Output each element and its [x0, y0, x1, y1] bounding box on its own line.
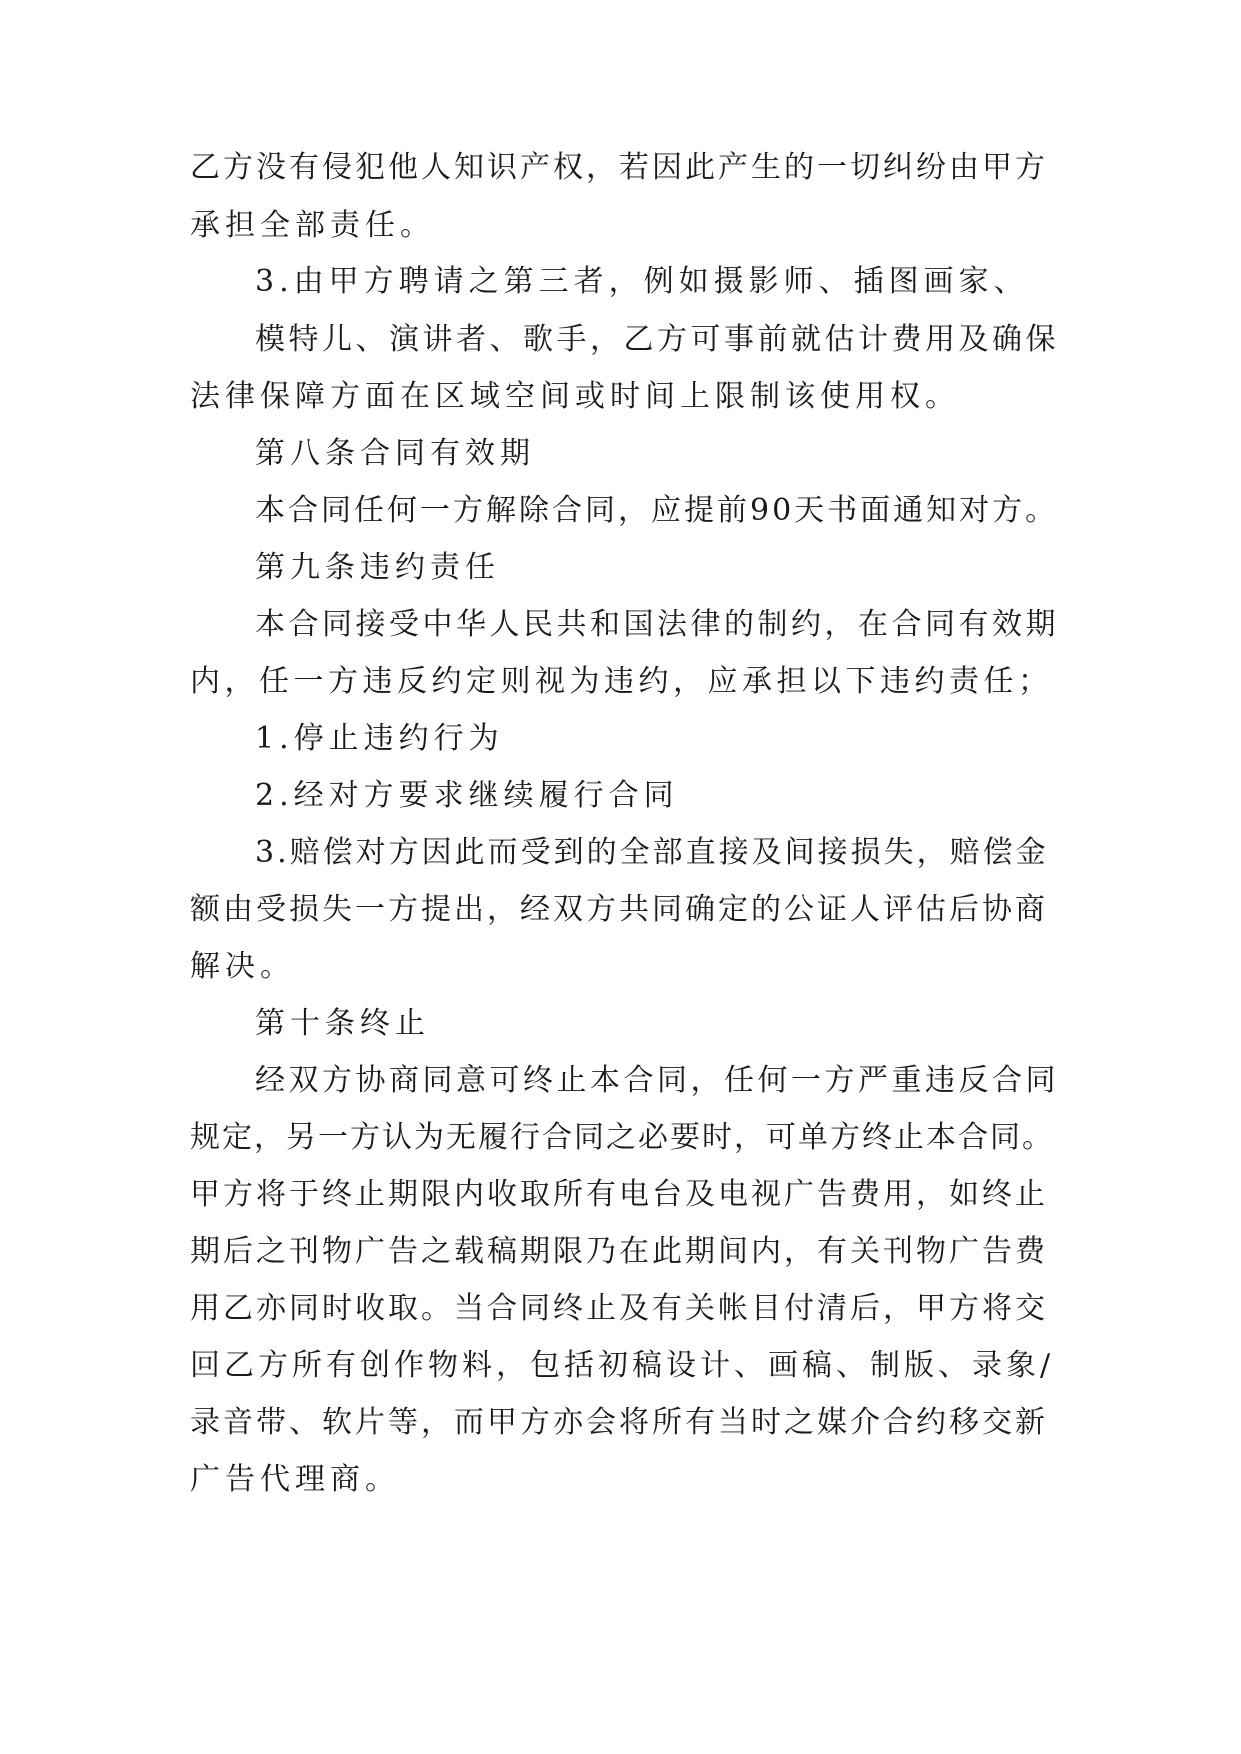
text-line: 广告代理商。	[190, 1462, 400, 1497]
text-line: 乙方没有侵犯他人知识产权，若因此产生的一切纠纷由甲方	[190, 150, 1048, 185]
text-line: 本合同接受中华人民共和国法律的制约，在合同有效期	[255, 607, 1059, 642]
text-line: 法律保障方面在区域空间或时间上限制该使用权。	[190, 379, 960, 414]
list-item: 3.赔偿对方因此而受到的全部直接及间接损失，赔偿金	[255, 835, 1049, 870]
text-line: 承担全部责任。	[190, 208, 435, 243]
list-item: 1.停止违约行为	[255, 721, 504, 756]
text-line: 额由受损失一方提出，经双方共同确定的公证人评估后协商	[190, 892, 1048, 927]
text-line: 本合同任何一方解除合同，应提前90天书面通知对方。	[255, 493, 1059, 528]
list-item: 2.经对方要求继续履行合同	[255, 778, 679, 813]
text-line: 3.由甲方聘请之第三者，例如摄影师、插图画家、	[255, 264, 1029, 299]
text-line: 规定，另一方认为无履行合同之必要时，可单方终止本合同。	[190, 1120, 1054, 1155]
text-line: 模特儿、演讲者、歌手，乙方可事前就估计费用及确保	[255, 322, 1059, 357]
text-line: 甲方将于终止期限内收取所有电台及电视广告费用，如终止	[190, 1177, 1048, 1212]
text-line: 用乙亦同时收取。当合同终止及有关帐目付清后，甲方将交	[190, 1291, 1048, 1326]
text-line: 内，任一方违反约定则视为违约，应承担以下违约责任；	[190, 664, 1053, 699]
section-heading: 第九条违约责任	[255, 550, 500, 585]
text-line: 解决。	[190, 949, 295, 984]
text-line: 回乙方所有创作物料，包括初稿设计、画稿、制版、录象/	[190, 1348, 1055, 1383]
section-heading: 第八条合同有效期	[255, 436, 535, 471]
text-line: 期后之刊物广告之载稿期限乃在此期间内，有关刊物广告费	[190, 1234, 1048, 1269]
text-line: 经双方协商同意可终止本合同，任何一方严重违反合同	[255, 1063, 1059, 1098]
text-line: 录音带、软片等，而甲方亦会将所有当时之媒介合约移交新	[190, 1405, 1048, 1440]
section-heading: 第十条终止	[255, 1006, 430, 1041]
